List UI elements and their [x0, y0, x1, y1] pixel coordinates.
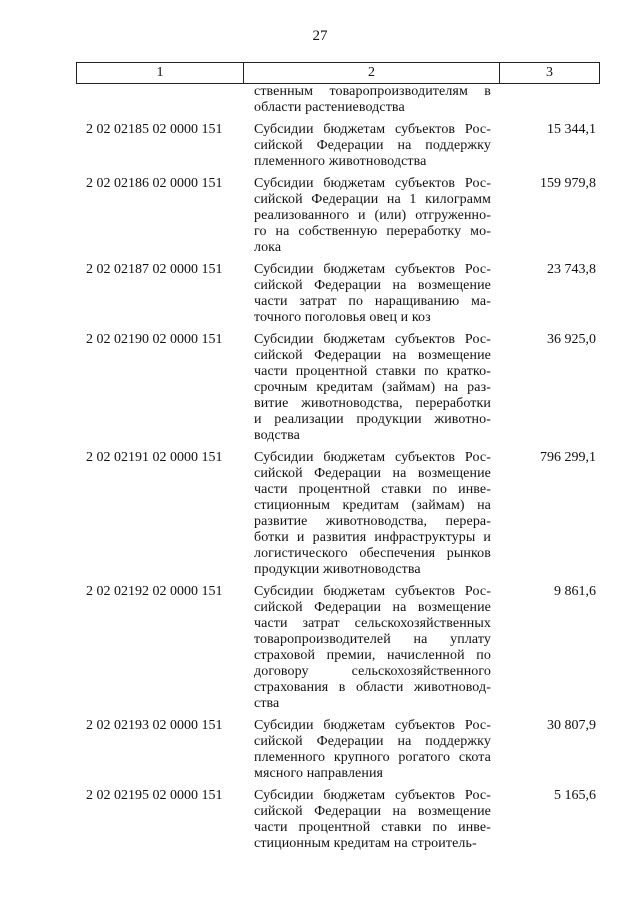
description-line: лока: [254, 240, 282, 255]
description-line: ботки и развития инфраструктуры и: [254, 530, 491, 545]
description-cell: [243, 262, 499, 326]
description-line: развитие животноводства, перера-: [254, 514, 491, 529]
description-line: Субсидии бюджетам субъектов Рос-: [254, 262, 491, 277]
description-line: витие животноводства, переработки: [254, 396, 491, 411]
description-line: ственным товаропроизводителям в: [254, 84, 491, 99]
description-line: стиционным кредитам на строитель-: [254, 836, 477, 851]
description-line: Субсидии бюджетам субъектов Рос-: [254, 176, 491, 191]
description-line: Субсидии бюджетам субъектов Рос-: [254, 332, 491, 347]
code-cell: 2 02 02187 02 0000 151: [86, 262, 223, 277]
description-line: продукции животноводства: [254, 562, 421, 577]
amount-cell: 36 925,0: [547, 332, 596, 347]
amount-cell: 159 979,8: [540, 176, 596, 191]
table-row: [76, 332, 600, 444]
description-line: договору сельскохозяйственного: [254, 664, 491, 679]
amount-cell: 15 344,1: [547, 122, 596, 137]
description-line: страховой премии, начисленной по: [254, 648, 491, 663]
description-cell: [243, 84, 499, 116]
description-line: Субсидии бюджетам субъектов Рос-: [254, 584, 491, 599]
description-line: Субсидии бюджетам субъектов Рос-: [254, 718, 491, 733]
header-col-1: 1: [77, 63, 244, 83]
description-line: и реализации продукции животно-: [254, 412, 491, 427]
table-row: [76, 176, 600, 256]
continuation-row: [76, 84, 600, 116]
page-number: 27: [312, 28, 328, 44]
description-line: части затрат сельскохозяйственных: [254, 616, 491, 631]
table-row: [76, 584, 600, 712]
code-cell: 2 02 02191 02 0000 151: [86, 450, 223, 465]
code-cell: 2 02 02190 02 0000 151: [86, 332, 223, 347]
description-cell: [243, 450, 499, 578]
description-line: логистического обеспечения рынков: [254, 546, 491, 561]
table-row: [76, 718, 600, 782]
description-line: сийской Федерации на возмещение: [254, 600, 491, 615]
description-line: стиционным кредитам (займам) на: [254, 498, 491, 513]
header-col-2: 2: [244, 63, 500, 83]
description-line: го на собственную переработку мо-: [254, 224, 491, 239]
code-cell: 2 02 02195 02 0000 151: [86, 788, 223, 803]
description-line: племенного крупного рогатого скота: [254, 750, 491, 765]
description-line: мясного направления: [254, 766, 384, 781]
description-line: страхования в области животновод-: [254, 680, 491, 695]
description-line: племенного животноводства: [254, 154, 427, 169]
code-cell: 2 02 02185 02 0000 151: [86, 122, 223, 137]
table-body: [76, 84, 600, 858]
description-cell: [243, 332, 499, 444]
description-line: точного поголовья овец и коз: [254, 310, 431, 325]
table-row: [76, 788, 600, 852]
table-row: [76, 450, 600, 578]
description-line: сийской Федерации на 1 килограмм: [254, 192, 491, 207]
description-line: сийской Федерации на возмещение: [254, 466, 491, 481]
code-cell: 2 02 02186 02 0000 151: [86, 176, 223, 191]
description-line: сийской Федерации на возмещение: [254, 348, 491, 363]
description-line: реализованного и (или) отгруженно-: [254, 208, 491, 223]
amount-cell: 796 299,1: [540, 450, 596, 465]
description-line: части процентной ставки по инве-: [254, 820, 491, 835]
code-cell: 2 02 02193 02 0000 151: [86, 718, 223, 733]
description-line: Субсидии бюджетам субъектов Рос-: [254, 122, 491, 137]
code-cell: [76, 84, 243, 116]
description-line: части процентной ставки по инве-: [254, 482, 491, 497]
description-line: части затрат по наращиванию ма-: [254, 294, 491, 309]
description-line: части процентной ставки по кратко-: [254, 364, 491, 379]
code-cell: 2 02 02192 02 0000 151: [86, 584, 223, 599]
description-line: ства: [254, 696, 280, 711]
amount-cell: 5 165,6: [554, 788, 596, 803]
description-line: сийской Федерации на поддержку: [254, 138, 491, 153]
amount-cell: 30 807,9: [547, 718, 596, 733]
description-line: товаропроизводителей на уплату: [254, 632, 491, 647]
description-cell: [243, 122, 499, 170]
description-line: водства: [254, 428, 300, 443]
header-col-3: 3: [546, 65, 553, 80]
table-header-row: [76, 62, 600, 84]
description-cell: [243, 718, 499, 782]
description-line: сийской Федерации на возмещение: [254, 804, 491, 819]
amount-cell: [499, 84, 600, 116]
description-line: Субсидии бюджетам субъектов Рос-: [254, 450, 491, 465]
description-line: Субсидии бюджетам субъектов Рос-: [254, 788, 491, 803]
table-row: [76, 122, 600, 170]
description-cell: [243, 584, 499, 712]
description-cell: [243, 176, 499, 256]
description-line: сийской Федерации на поддержку: [254, 734, 491, 749]
description-line: области растениеводства: [254, 100, 405, 115]
amount-cell: 23 743,8: [547, 262, 596, 277]
description-line: сийской Федерации на возмещение: [254, 278, 491, 293]
amount-cell: 9 861,6: [554, 584, 596, 599]
table-row: [76, 262, 600, 326]
description-cell: [243, 788, 499, 852]
description-line: срочным кредитам (займам) на раз-: [254, 380, 491, 395]
